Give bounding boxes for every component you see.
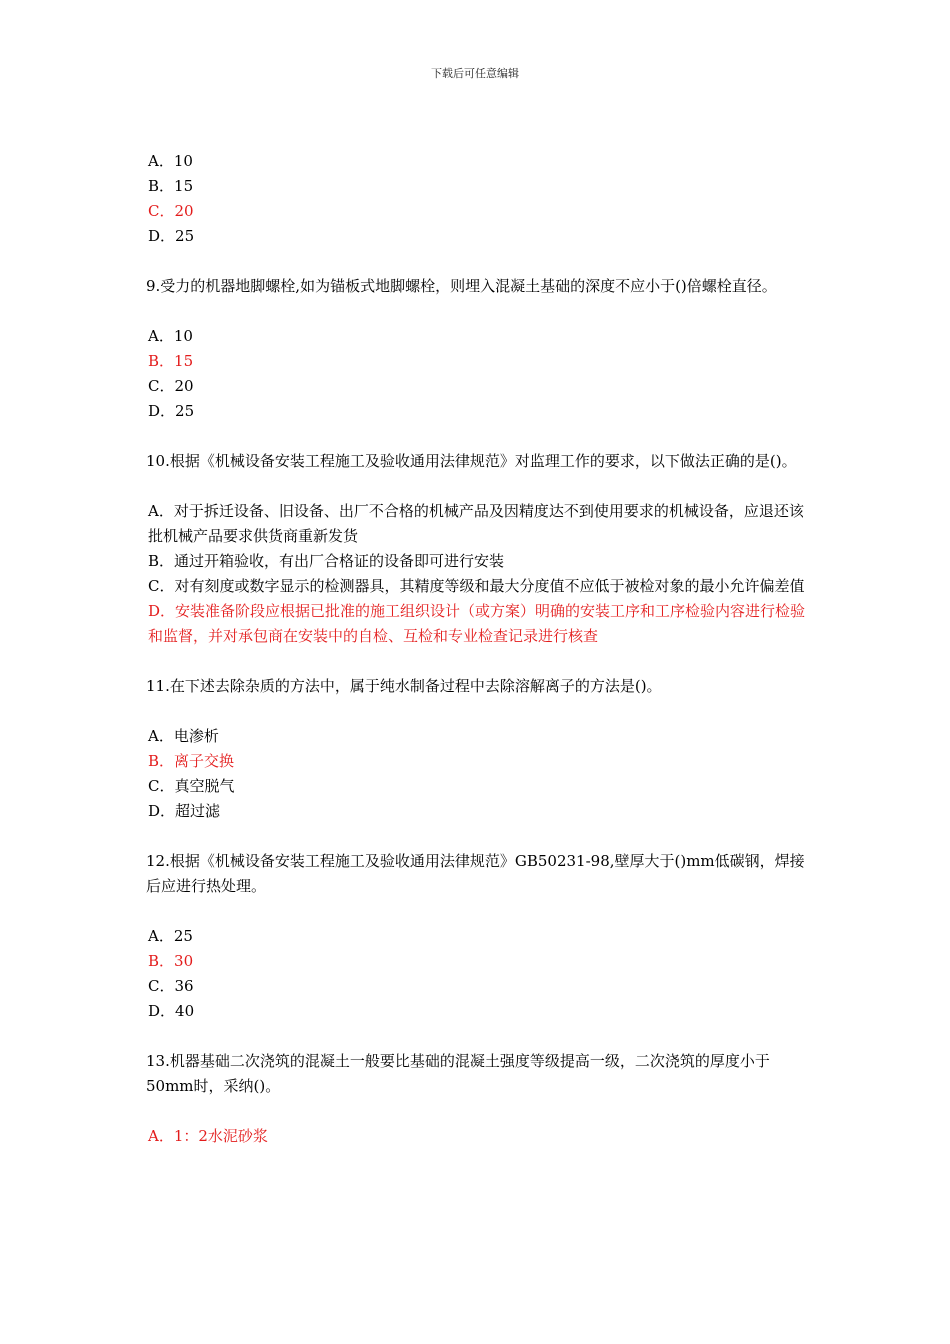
option-d: D．25 [148,227,195,245]
option-list [146,499,816,649]
option-a-correct: A．1：2水泥砂浆 [148,1127,268,1145]
question-10: 10.根据《机械设备安装工程施工及验收通用法律规范》对监理工作的要求，以下做法正确的是()。 [146,452,797,470]
option-list [146,1124,816,1149]
option-c-correct: C．20 [148,202,194,220]
page-header: 下载后可任意编辑 [431,67,519,80]
document-body [146,149,816,1149]
option-b-correct: B．30 [148,952,194,970]
option-d: D．40 [148,1002,195,1020]
question-13: 13.机器基础二次浇筑的混凝土一般要比基础的混凝土强度等级提高一级，二次浇筑的厚度小于50mm时，采纳()。 [146,1052,770,1095]
option-list [146,324,816,424]
option-d: D．超过滤 [148,802,221,820]
question-11: 11.在下述去除杂质的方法中，属于纯水制备过程中去除溶解离子的方法是()。 [146,677,662,695]
option-a: A．电渗析 [148,727,219,745]
option-list [146,149,816,249]
option-list [146,924,816,1024]
option-a: A．10 [148,327,193,345]
option-list [146,724,816,824]
option-c: C．对有刻度或数字显示的检测器具，其精度等级和最大分度值不应低于被检对象的最小允许偏差值 [148,577,805,595]
option-b: B．通过开箱验收，有出厂合格证的设备即可进行安装 [148,552,505,570]
option-b-correct: B．离子交换 [148,752,235,770]
option-c: C．36 [148,977,194,995]
option-a: A．对于拆迁设备、旧设备、出厂不合格的机械产品及因精度达不到使用要求的机械设备，应退还该批机械产品要求供货商重新发货 [148,502,804,545]
option-b: B．15 [148,177,194,195]
option-a: A．25 [148,927,193,945]
option-a: A．10 [148,152,193,170]
option-d-correct: D．安装准备阶段应根据已批准的施工组织设计（或方案）明确的安装工序和工序检验内容进行检验和监督，并对承包商在安装中的自检、互检和专业检查记录进行核查 [148,602,806,645]
question-12: 12.根据《机械设备安装工程施工及验收通用法律规范》GB50231-98,壁厚大于()mm低碳钢，焊接后应进行热处理。 [146,852,805,895]
option-c: C．真空脱气 [148,777,235,795]
option-b-correct: B．15 [148,352,194,370]
option-d: D．25 [148,402,195,420]
option-c: C．20 [148,377,194,395]
question-9: 9.受力的机器地脚螺栓,如为锚板式地脚螺栓，则埋入混凝土基础的深度不应小于()倍螺栓直径。 [146,277,777,295]
